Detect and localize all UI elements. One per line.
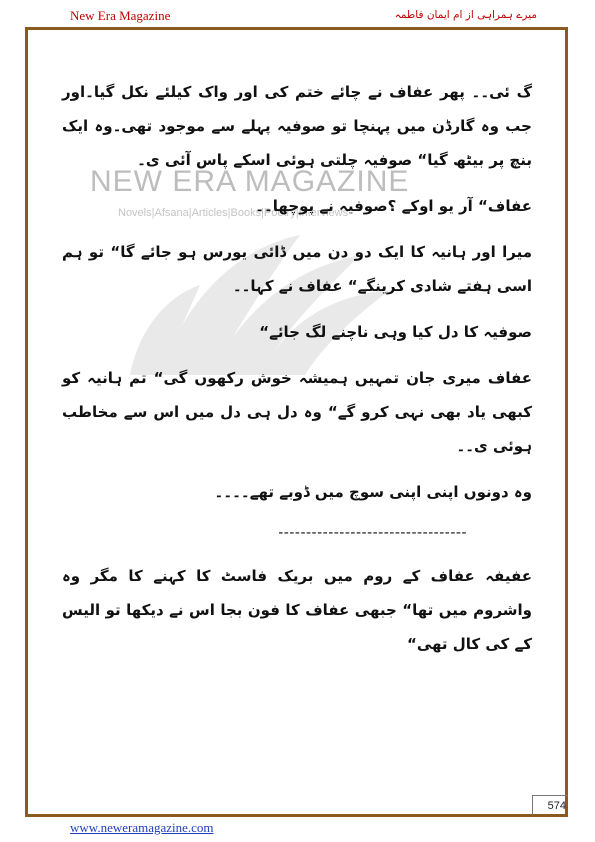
watermark-tagline: Novels|Afsana|Articles|Books|Poetry|Interviews bbox=[118, 207, 349, 219]
story-body bbox=[62, 75, 532, 673]
paragraph: عفاف“ آر یو اوکے ؟صوفیہ نے پوچھا۔۔ bbox=[255, 197, 532, 215]
magazine-name: New Era Magazine bbox=[70, 8, 171, 23]
page-number: 574 bbox=[532, 795, 568, 815]
section-divider: ---------------------------------- bbox=[278, 525, 467, 541]
footer-link[interactable]: www.neweramagazine.com bbox=[70, 820, 214, 835]
paragraph: وہ دونوں اپنی اپنی سوچ میں ڈوبے تھے۔۔۔۔ bbox=[214, 483, 532, 501]
story-title: میرے ہمراہی از ام ایمان فاطمہ bbox=[394, 9, 537, 21]
paragraph: گ ئی۔۔ پھر عفاف نے چائے ختم کی اور واک کیلئے نکل گیا۔اور جب وہ گارڈن میں پہنچا تو صوفیہ پہلے سے موجود تھی۔وہ ایک بنچ پر بیٹھ گیا“ صوفیہ چلتی ہوئی اسکے پاس آئی ی۔ bbox=[62, 83, 532, 169]
paragraph: صوفیہ کا دل کیا وہی ناچنے لگ جائے“ bbox=[259, 323, 532, 341]
paragraph: عفیفہ عفاف کے روم میں بریک فاسٹ کا کہنے کا مگر وہ واشروم میں تھا“ جبھی عفاف کا فون بجا اس نے دیکھا تو الیس کے کی کال تھی“ bbox=[62, 567, 532, 653]
paragraph: میرا اور ہانیہ کا ایک دو دن میں ڈائی یورس ہو جائے گا“ تو ہم اسی ہفتے شادی کرینگے“ عفاف نے کہا۔۔ bbox=[62, 243, 532, 295]
paragraph: عفاف میری جان تمہیں ہمیشہ خوش رکھوں گی“ تم ہانیہ کو کبھی یاد بھی نہی کرو گے“ وہ دل ہی دل میں اس سے مخاطب ہوئی ی۔۔ bbox=[62, 369, 532, 455]
watermark-title: NEW ERA MAGAZINE bbox=[90, 165, 410, 198]
